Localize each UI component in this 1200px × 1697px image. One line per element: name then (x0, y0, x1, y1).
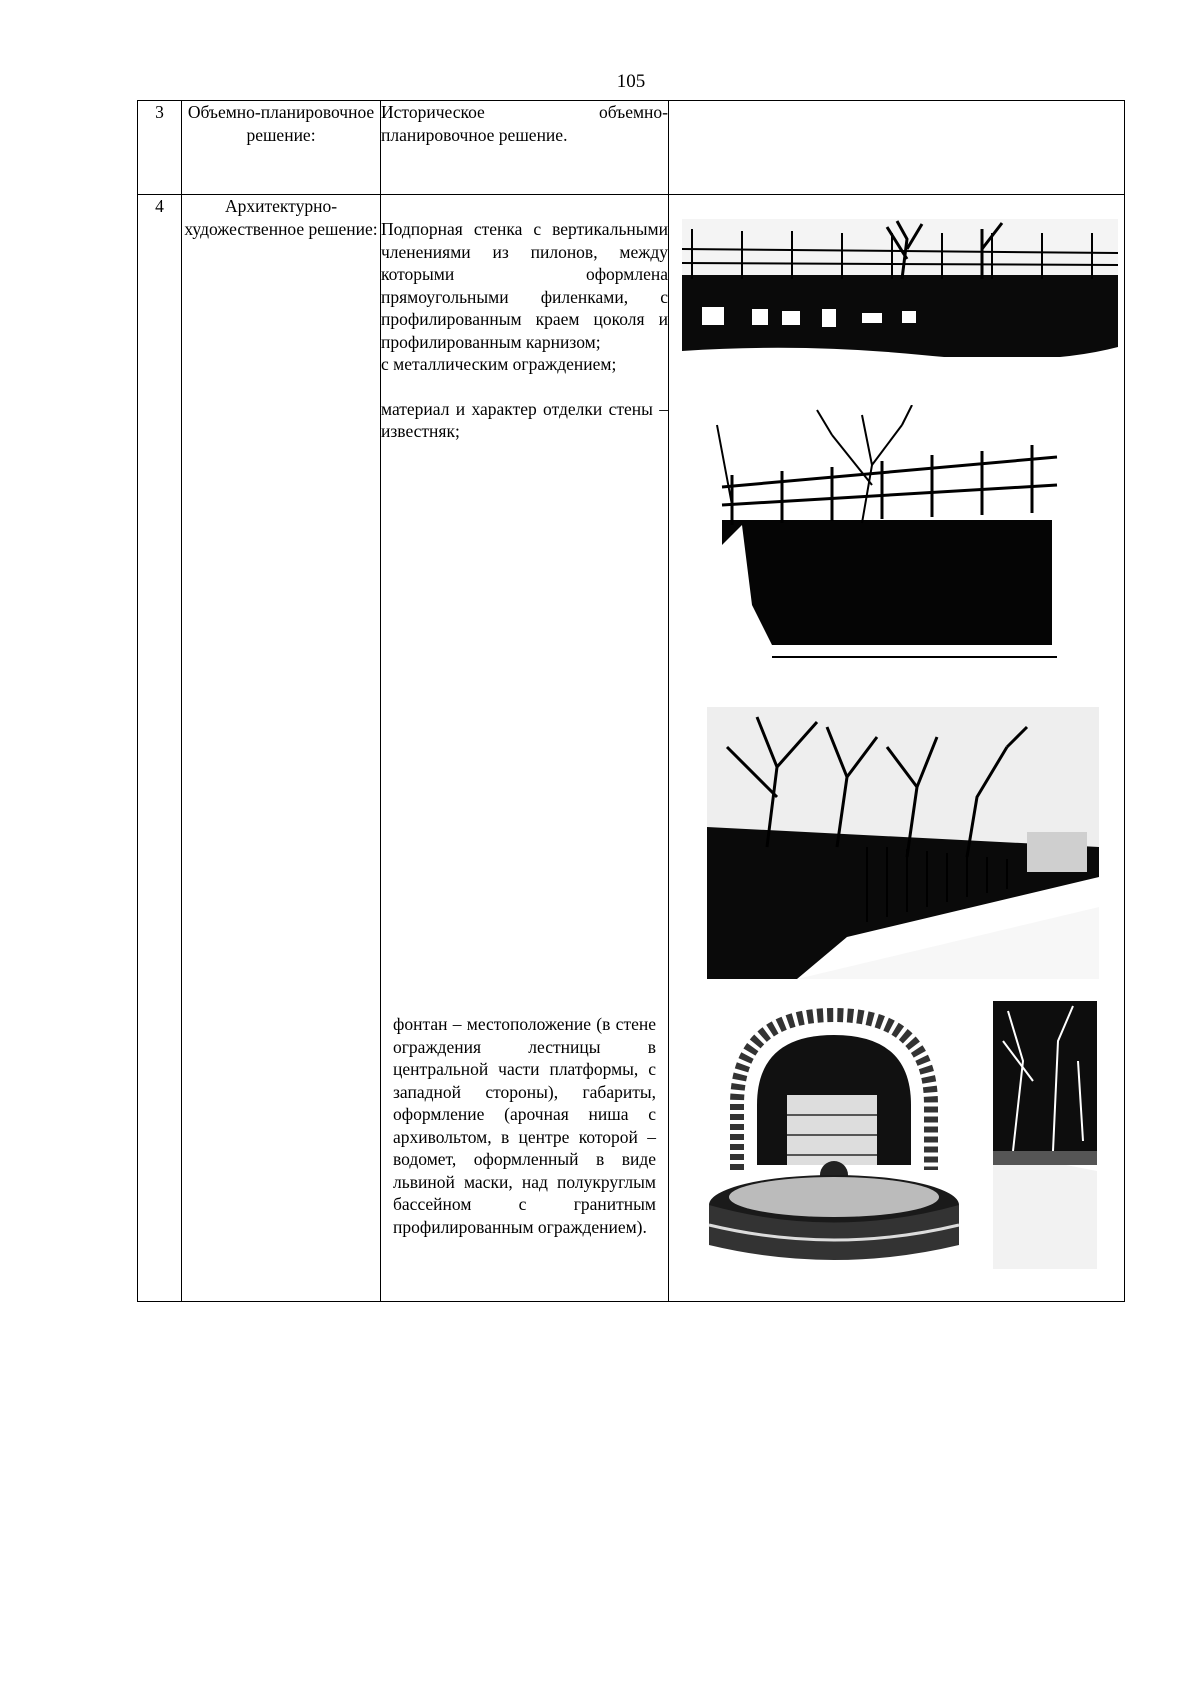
photo-cell (669, 195, 1125, 1302)
photo-fountain-side (993, 1001, 1097, 1269)
photo-trees-fence (707, 707, 1099, 979)
page-number: 105 (616, 71, 646, 92)
description-material: материал и характер отделки стены – известняк; (381, 398, 668, 441)
table-row (138, 101, 1125, 195)
photo-retaining-wall (682, 219, 1118, 367)
monument-description-table (137, 100, 1125, 1302)
description-text: Историческое объемно-планировочное решение. (381, 102, 668, 145)
photo-fountain (697, 1005, 971, 1273)
row-label: Архитектурно-художественное решение: (182, 195, 381, 1302)
row-description (381, 101, 669, 195)
row-label: Объемно-планировочное решение: (182, 101, 381, 195)
row-number: 4 (138, 195, 182, 1302)
description-fountain: фонтан – местоположение (в стене ограждения лестницы в центральной части платформы, с западной стороны), габариты, оформление (арочная ниша с архивольтом, в центре которой – водомет, оформленный в виде львиной маски, над полукруглым бассейном с гранитным профилированным ограждением). (393, 1014, 656, 1237)
description-metal-fence: с металлическим ограждением; (381, 354, 617, 374)
photo-wall-fence (712, 405, 1070, 669)
photo-cell-empty (669, 101, 1125, 195)
description-retaining-wall: Подпорная стенка с вертикальными членениями из пилонов, между которыми оформлена прямоугольными филенками, с профилированным краем цоколя и профилированным карнизом; (381, 219, 668, 352)
table-row (138, 195, 1125, 1302)
row-description (381, 195, 669, 1302)
row-number: 3 (138, 101, 182, 195)
